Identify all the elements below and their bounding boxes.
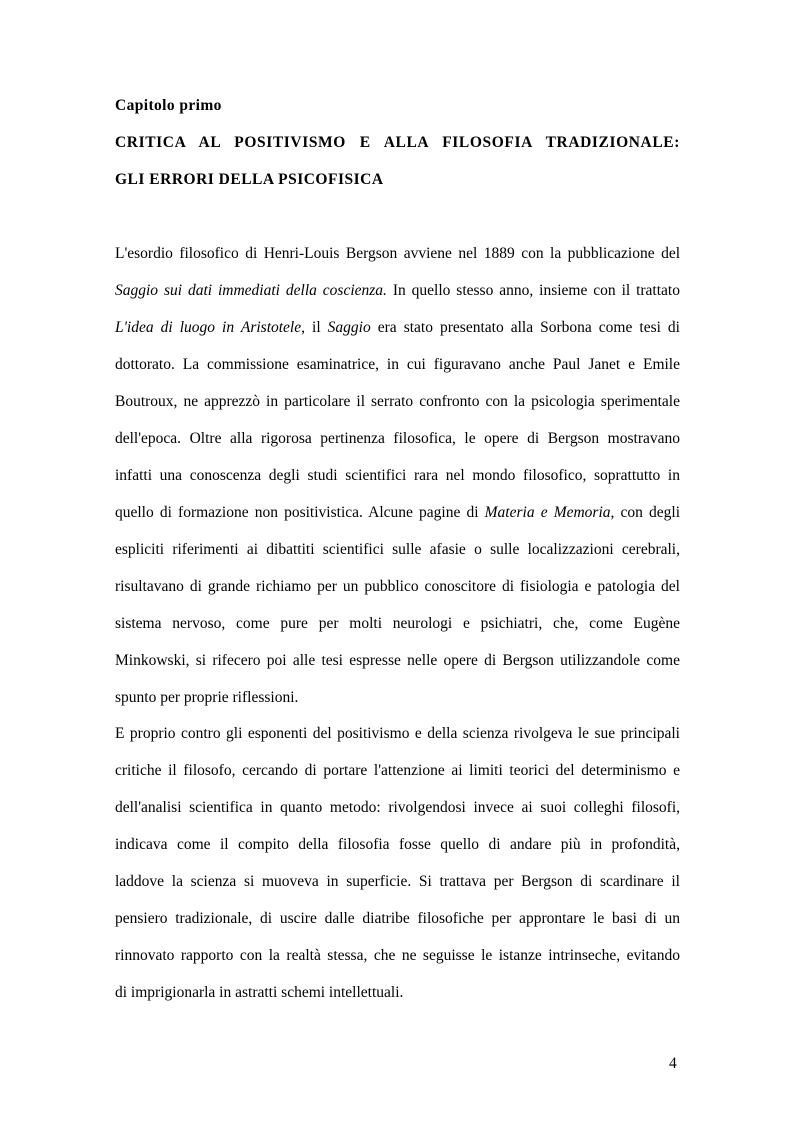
book-title-saggio: Saggio sui dati immediati della coscienza. (115, 282, 387, 299)
paragraph-1-line-2 (115, 281, 680, 301)
paragraph-1-line-9: espliciti riferimenti ai dibattiti scientifici sulle afasie o sulle localizzazioni cerebrali, (115, 541, 680, 558)
paragraph-2-line-3: dell'analisi scientifica in quanto metodo: rivolgendosi invece ai suoi colleghi filosofi, (115, 799, 680, 816)
paragraph-2-line-8: di imprigionarla in astratti schemi intellettuali. (115, 984, 404, 1001)
paragraph-1-line-3 (115, 318, 680, 338)
page-number: 4 (669, 1055, 677, 1072)
paragraph-1-line-1: L'esordio filosofico di Henri-Louis Bergson avviene nel 1889 con la pubblicazione del (115, 245, 680, 262)
paragraph-1-line-7: infatti una conoscenza degli studi scientifici rara nel mondo filosofico, soprattutto in (115, 467, 680, 484)
paragraph-2-line-2: critiche il filosofo, cercando di portare l'attenzione ai limiti teorici del determinismo e (115, 762, 680, 779)
paragraph-2-line-6: pensiero tradizionale, di uscire dalle diatribe filosofiche per approntare le basi di un (115, 910, 680, 927)
paragraph-1-line-8 (115, 503, 680, 523)
paragraph-1-line-5: Boutroux, ne apprezzò in particolare il serrato confronto con la psicologia sperimentale (115, 393, 680, 410)
chapter-label: Capitolo primo (115, 97, 222, 114)
paragraph-1-line-6: dell'epoca. Oltre alla rigorosa pertinenza filosofica, le opere di Bergson mostravano (115, 430, 680, 447)
book-title-idea-di-luogo: L'idea di luogo in Aristotele (115, 319, 302, 336)
paragraph-1-line-12: Minkowski, si rifecero poi alle tesi espresse nelle opere di Bergson utilizzandole come (115, 652, 680, 669)
paragraph-1-line-4: dottorato. La commissione esaminatrice, in cui figuravano anche Paul Janet e Emile (115, 356, 680, 373)
text-span: , con degli (610, 504, 681, 521)
paragraph-1-line-11: sistema nervoso, come pure per molti neurologi e psichiatri, che, come Eugène (115, 615, 680, 632)
book-title-materia-e-memoria: Materia e Memoria (484, 504, 611, 521)
paragraph-2-line-1: E proprio contro gli esponenti del positivismo e della scienza rivolgeva le sue principali (115, 725, 680, 742)
chapter-title-line-2: GLI ERRORI DELLA PSICOFISICA (115, 171, 384, 188)
text-span: era stato presentato alla Sorbona come tesi di (370, 319, 680, 336)
book-title-saggio-short: Saggio (327, 319, 371, 336)
paragraph-2-line-5: laddove la scienza si muoveva in superficie. Si trattava per Bergson di scardinare il (115, 873, 680, 890)
text-span: quello di formazione non positivistica. Alcune pagine di (115, 504, 485, 521)
text-span: , il (301, 319, 328, 336)
chapter-title-line-1: CRITICA AL POSITIVISMO E ALLA FILOSOFIA TRADIZIONALE: (115, 134, 680, 151)
paragraph-2-line-7: rinnovato rapporto con la realtà stessa, che ne seguisse le istanze intrinseche, evitando (115, 947, 680, 964)
text-span: In quello stesso anno, insieme con il trattato (386, 282, 680, 299)
paragraph-1-line-13: spunto per proprie riflessioni. (115, 689, 299, 706)
paragraph-2-line-4: indicava come il compito della filosofia fosse quello di andare più in profondità, (115, 836, 680, 853)
paragraph-1-line-10: risultavano di grande richiamo per un pubblico conoscitore di fisiologia e patologia del (115, 578, 680, 595)
